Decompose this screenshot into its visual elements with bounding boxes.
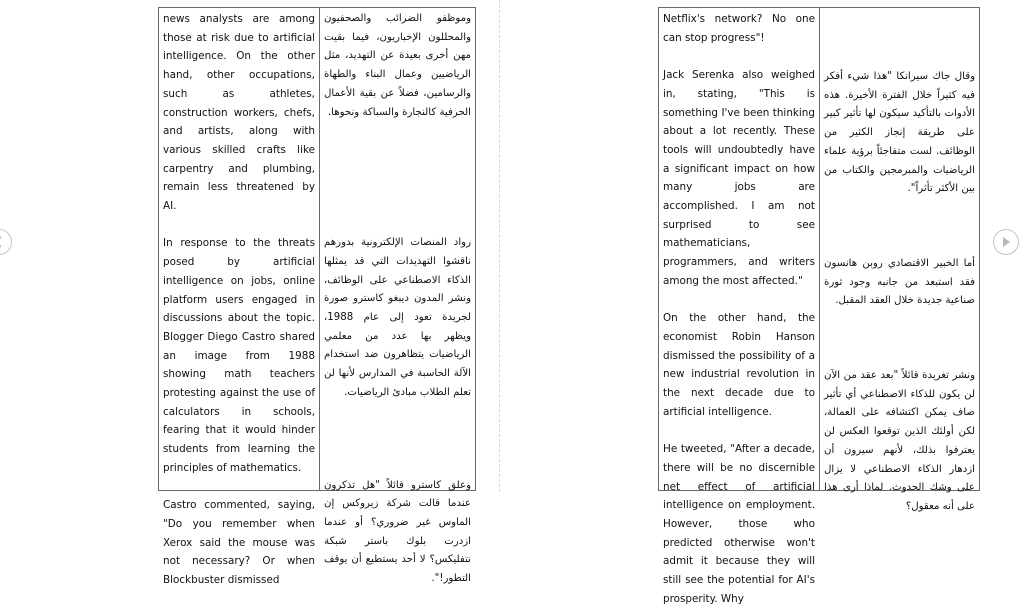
next-page-button[interactable]	[993, 229, 1019, 255]
english-column	[159, 8, 320, 587]
arabic-paragraph: وموظفو الضرائب والصحفيون والمحللون الإخباريون، فيما بقيت مهن أخرى بعيدة عن التهديد، مثل الرياضيين وعمال البناء والطهاة والرسامين، فضلاً عن بقية الأعمال الحرفية كالنجارة والسباكة ونحوها.	[324, 13, 471, 118]
english-paragraph: Netflix's network? No one can stop progress"!	[663, 13, 815, 44]
english-column	[659, 8, 820, 605]
arabic-paragraph: رواد المنصات الإلكترونية بدورهم ناقشوا التهديدات التي قد يمثلها الذكاء الاصطناعي على الوظائف، ونشر المدون ديبغو كاسترو صورة لجريدة تعود إلى عام 1988، ويظهر بها عدد من معلمي الرياضيات يتظاهرون ضد استخدام الآلة الحاسبة في المدارس لأنها لن تعلم الطلاب مبادئ الرياضيات.	[324, 237, 471, 398]
chevron-left-icon	[0, 235, 6, 249]
english-paragraph: In response to the threats posed by artificial intelligence on jobs, online platform users engaged in discussions about the topic. Blogger Diego Castro shared an image from 1988 showing math teachers protesting against the use of calculators in schools, fearing that it would hinder students from learning the principles of mathematics.	[163, 237, 315, 474]
page-divider	[499, 0, 500, 492]
arabic-paragraph	[824, 10, 975, 68]
play-right-icon	[999, 235, 1013, 249]
arabic-paragraph: وقال جاك سيرانكا "هذا شيء أفكر فيه كثيراً خلال الفترة الأخيرة. هذه الأدوات بالتأكيد سيكون لها تأثير كبير على طريقة إنجاز الكثير من الوظائف. لست متفاجئاً برؤية علماء الرياضيات والمبرمجين والكتاب من بين الأكثر تأثراً".	[824, 71, 975, 195]
english-paragraph: news analysts are among those at risk due to artificial intelligence. On the other hand, other occupations, such as athletes, construction workers, chefs, and artists, along with various skilled crafts like carpentry and plumbing, remain less threatened by AI.	[163, 13, 315, 213]
arabic-paragraph: وعلق كاسترو قائلاً "هل تذكرون عندما قالت شركة زيروكس إن الماوس غير ضروري؟ أو عندما ازدرت بلوك باستر شبكة نتفليكس؟ لا أحد يستطيع أن يوقف التطور!".	[324, 479, 471, 585]
english-paragraph: Jack Serenka also weighed in, stating, "This is something I've been thinking about a lot recently. These tools will undoubtedly have a significant impact on how many jobs are accomplished. I am not surprised to see mathematicians, programmers, and writers among the most affected."	[663, 69, 815, 287]
english-paragraph: Castro commented, saying, "Do you remember when Xerox said the mouse was not necessary? Or when Blockbuster dismissed	[163, 499, 315, 587]
page-left	[158, 7, 476, 587]
arabic-paragraph: أما الخبير الاقتصادي روبن هانسون فقد استبعد من جانبه وجود ثورة صناعية جديدة خلال العقد المقبل.	[824, 257, 975, 307]
arabic-paragraph: ونشر تغريدة قائلاً "بعد عقد من الآن لن يكون للذكاء الاصطناعي أي تأثير صاف يمكن اكتشافه على العمالة، لكن أولئك الذين توقعوا العكس لن يعترفوا بذلك، لأنهم سيرون أن ازدهار الذكاء الاصطناعي لا يزال على وشك الحدوث. لماذا أرى هذا على أنه معقول؟	[824, 370, 975, 512]
arabic-column	[820, 8, 979, 512]
previous-page-button[interactable]	[0, 229, 12, 255]
arabic-column	[320, 8, 475, 585]
english-paragraph: He tweeted, "After a decade, there will be no discernible net effect of artificial intelligence on employment. However, those who predicted otherwise won't admit it because they will still see the potential for AI's prosperity. Why	[663, 443, 815, 605]
page-right	[658, 7, 980, 605]
english-paragraph: On the other hand, the economist Robin Hanson dismissed the possibility of a new industrial revolution in the next decade due to artificial intelligence.	[663, 312, 815, 418]
